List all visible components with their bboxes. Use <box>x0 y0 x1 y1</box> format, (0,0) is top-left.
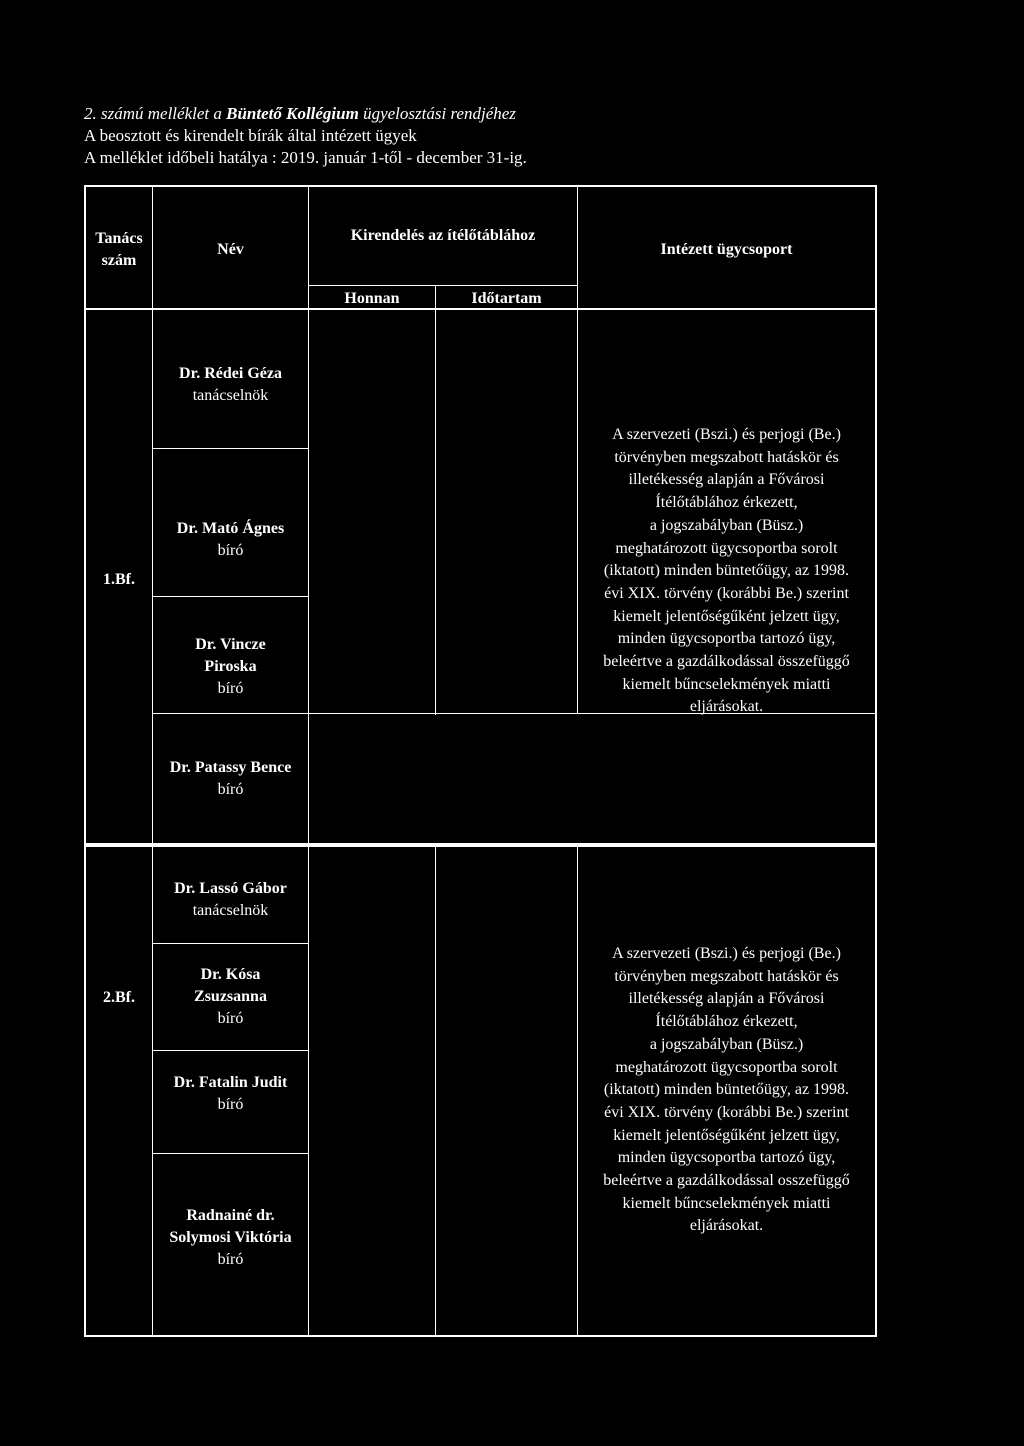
header-name: Név <box>217 241 244 258</box>
council-number: 2.Bf. <box>103 989 135 1006</box>
judge-entry: Dr. Rédei Géza tanácselnök <box>179 365 282 404</box>
judge-entry: Dr. Vincze Piroska bíró <box>195 636 266 697</box>
header-from: Honnan <box>344 290 400 307</box>
case-group-description: A szervezeti (Bszi.) és perjogi (Be.) törvényben megszabott hatáskör és illetékesség alapján a Fővárosi Ítélőtáblához érkezett, a jogszabályban (Büsz.) meghatározott ügycsoportba sorolt (iktatott) minden büntetőügy, az 1998. évi XIX. törvény (korábbi Be.) szerint kiemelt jelentőségűként jelzett ügy, minden ügycsoportba tartozó ügy, beleértve a gazdálkodással osszefüggő kiemelt bűncselekmények miatti eljárásokat. <box>603 945 850 1235</box>
case-group-description: A szervezeti (Bszi.) és perjogi (Be.) törvényben megszabott hatáskör és illetékesség alapján a Fővárosi Ítélőtáblához érkezett, a jogszabályban (Büsz.) meghatározott ügycsoportba sorolt (iktatott) minden büntetőügy, az 1998. évi XIX. törvény (korábbi Be.) szerint kiemelt jelentőségűként jelzett ügy, minden ügycsoportba tartozó ügy, beleértve a gazdálkodással összefüggő kiemelt bűncselekmények miatti eljárásokat. <box>603 426 850 716</box>
header-case-group: Intézett ügycsoport <box>660 241 793 258</box>
judge-entry: Dr. Patassy Bence bíró <box>169 759 292 798</box>
validity-period: A melléklet időbeli hatálya : 2019. január 1-től - december 31-ig. <box>84 148 527 167</box>
judge-entry: Dr. Lassó Gábor tanácselnök <box>174 880 287 919</box>
judge-entry: Dr. Kósa Zsuzsanna bíró <box>194 966 267 1027</box>
council-number: 1.Bf. <box>103 571 135 588</box>
judge-entry: Dr. Mató Ágnes bíró <box>176 520 285 559</box>
header-council-number: Tanács szám <box>95 230 143 269</box>
annex-title: 2. számú melléklet a Büntető Kollégium ügyelosztási rendjéhez <box>84 104 516 123</box>
judge-entry: Dr. Fatalin Judit bíró <box>173 1074 288 1113</box>
header-assignment: Kirendelés az ítélőtáblához <box>350 227 536 244</box>
judge-entry: Radnainé dr. Solymosi Viktória bíró <box>169 1207 292 1268</box>
header-duration: Időtartam <box>471 290 542 307</box>
document-subtitle: A beosztott és kirendelt bírák által intézett ügyek <box>84 126 417 145</box>
